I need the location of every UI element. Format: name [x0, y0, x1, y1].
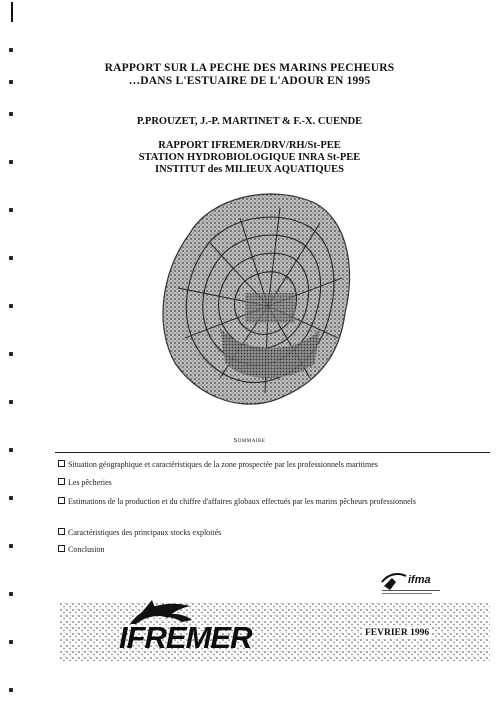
checkbox-icon: [58, 528, 65, 535]
report-title-line2: …DANS L'ESTUAIRE DE L'ADOUR EN 1995: [128, 75, 371, 87]
sommaire-heading: Sommaire: [233, 437, 266, 444]
fish-scale-illustration: [150, 178, 360, 408]
toc-item: [58, 478, 478, 488]
ifremer-logo-text: IFREMER: [119, 620, 252, 655]
report-reference: RAPPORT IFREMER/DRV/RH/St-PEE: [158, 140, 341, 151]
ifma-logo-text: ifma: [408, 574, 431, 586]
checkbox-icon: [58, 478, 65, 485]
station-name: STATION HYDROBIOLOGIQUE INRA St-PEE: [138, 152, 361, 163]
toc-item-label: Situation géographique et caractéristiques de la zone prospectée par les professionnels maritimes: [68, 460, 378, 469]
checkbox-icon: [58, 460, 65, 467]
toc-item-label: Caractéristiques des principaux stocks exploités: [68, 528, 222, 537]
toc-item-label: Les pêcheries: [68, 478, 112, 487]
authors: P.PROUZET, J.-P. MARTINET & F.-X. CUENDE: [136, 116, 363, 127]
institute-name: INSTITUT des MILIEUX AQUATIQUES: [155, 164, 344, 175]
toc-item-label: Estimations de la production et du chiffre d'affaires globaux effectués par les marins pêcheurs professionnels: [68, 497, 416, 506]
report-title-line1: RAPPORT SUR LA PECHE DES MARINS PECHEURS: [104, 62, 395, 74]
checkbox-icon: [58, 497, 65, 504]
divider: [55, 452, 490, 453]
toc-item: [58, 545, 478, 555]
toc-item: [58, 528, 478, 538]
publication-date: FEVRIER 1996: [362, 627, 432, 639]
toc-item-label: Conclusion: [68, 545, 105, 554]
binder-holes: [4, 0, 18, 705]
checkbox-icon: [58, 545, 65, 552]
toc-item: [58, 497, 478, 507]
toc-item: [58, 460, 478, 470]
